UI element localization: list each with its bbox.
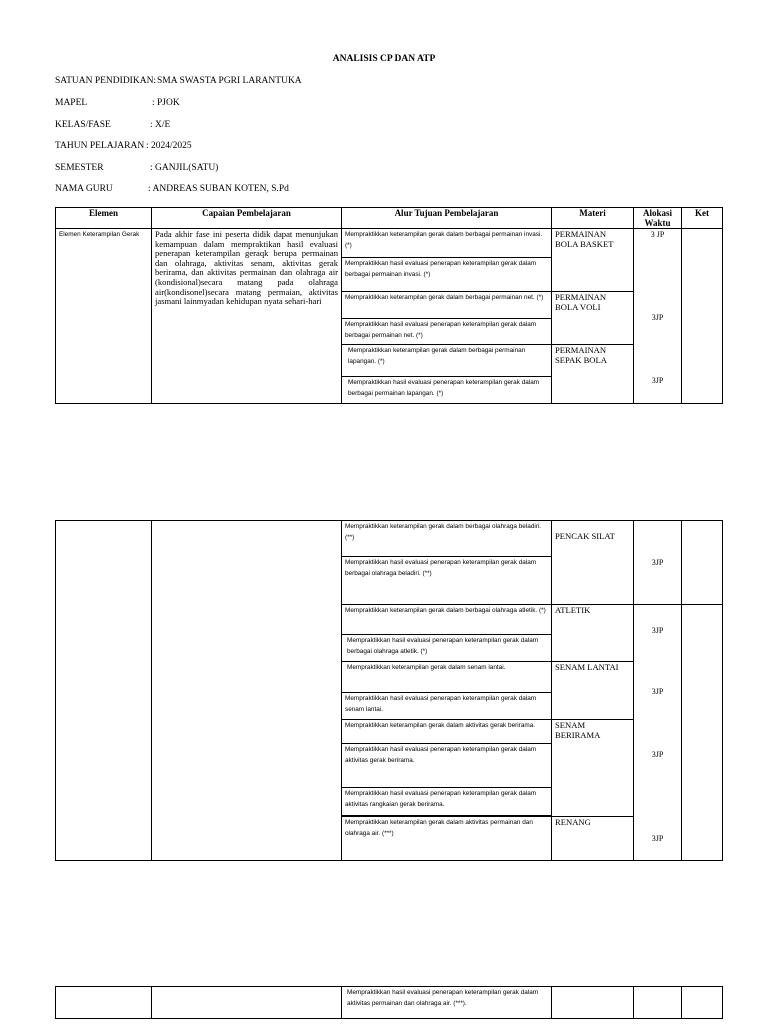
materi-cell: PENCAK SILAT: [552, 521, 634, 605]
materi-cell: SENAM LANTAI: [552, 662, 634, 720]
jp-value: 3JP: [651, 750, 664, 759]
atp-cell: Mempraktikkan hasil evaluasi penerapan keterampilan gerak dalam berbagai olahraga beladiri. (**): [342, 557, 552, 605]
materi-cell: PERMAINAN SEPAK BOLA: [552, 345, 634, 404]
info-value: SMA SWASTA PGRI LARANTUKA: [157, 76, 302, 86]
info-label: SEMESTER: [55, 163, 104, 173]
alokasi-cell: [634, 229, 682, 404]
header-alokasi: Alokasi Waktu: [634, 208, 682, 229]
jp-value: 3 JP: [650, 230, 665, 239]
document-title: ANALISIS CP DAN ATP: [332, 54, 436, 64]
elemen-cell-empty: [56, 521, 152, 861]
alokasi-cell: [634, 605, 682, 861]
capaian-cell-empty: [152, 521, 342, 861]
jp-value: 3JP: [651, 313, 664, 322]
atp-cell: Mempraktikkan hasil evaluasi penerapan keterampilan gerak dalam senam lantai.: [342, 693, 552, 720]
atp-cell: Mempraktikkan keterampilan gerak dalam berbagai permainan lapangan. (*): [342, 345, 552, 377]
atp-cell: Mempraktikkan hasil evaluasi penerapan keterampilan gerak dalam aktivitas permainan dan olahraga air. (***).: [342, 987, 552, 1019]
atp-cell: Mempraktikkan hasil evaluasi penerapan keterampilan gerak dalam berbagai permainan invasi. (*): [342, 258, 552, 292]
atp-cell: Mempraktikkan keterampilan gerak dalam berbagai permainan invasi. (*): [342, 229, 552, 258]
atp-cell: Mempraktikkan hasil evaluasi penerapan keterampilan gerak dalam aktivitas rangkaian gerak berirama.: [342, 788, 552, 816]
cp-atp-table-part2: [55, 520, 723, 861]
header-materi: Materi: [552, 208, 634, 229]
info-value: : PJOK: [152, 98, 180, 108]
atp-cell: Mempraktikkan keterampilan gerak dalam berbagai permainan net. (*): [342, 292, 552, 319]
materi-cell-empty: [552, 987, 634, 1019]
ket-cell: [682, 605, 723, 861]
materi-cell: RENANG: [552, 817, 634, 861]
info-value: : X/E: [150, 120, 171, 130]
capaian-cell: Pada akhir fase ini peserta didik dapat menunjukan kemampuan dalam mempraktikan hasil evaluasi penerapan keterampilan geraqk berupa permainan dan olahraga, aktivitas senam, aktivitas gerak berirama, dan aktivitas permainan dan olahraga air (kondisional)secara matang pada olahraga air(kondisonel)secara matang permaian, aktivitas jasmani lainmyadan kehidupan nyata sehari-hari: [152, 229, 342, 404]
atp-cell: Mempraktikkan hasil evaluasi penerapan keterampilan gerak dalam berbagai olahraga atletik. (*): [342, 635, 552, 662]
jp-value: 3JP: [651, 376, 664, 385]
header-ket: Ket: [682, 208, 723, 229]
info-label: KELAS/FASE: [55, 120, 111, 130]
info-block: [55, 76, 655, 196]
header-capaian: Capaian Pembelajaran: [152, 208, 342, 229]
ket-cell-empty: [682, 987, 723, 1019]
info-label: MAPEL: [55, 98, 88, 108]
alokasi-cell-empty: [634, 987, 682, 1019]
ket-cell: [682, 521, 723, 605]
atp-cell: Mempraktikkan hasil evaluasi penerapan keterampilan gerak dalam berbagai permainan net. (*): [342, 319, 552, 345]
materi-cell: PERMAINAN BOLA BASKET: [552, 229, 634, 292]
elemen-cell-empty: [56, 987, 152, 1019]
info-label: NAMA GURU: [55, 184, 113, 194]
info-value: : GANJIL(SATU): [150, 163, 219, 173]
atp-cell: Mempraktikkan keterampilan gerak dalam aktivitas gerak berirama.: [342, 720, 552, 744]
alokasi-cell: [634, 521, 682, 605]
atp-cell: Mempraktikkan keterampilan gerak dalam senam lantai.: [342, 662, 552, 693]
materi-cell: ATLETIK: [552, 605, 634, 662]
jp-value: 3JP: [651, 558, 664, 567]
info-value: : 2024/2025: [146, 141, 192, 151]
atp-cell: Mempraktikkan keterampilan gerak dalam berbagai olahraga beladiri. (**): [342, 521, 552, 557]
atp-cell: Mempraktikkan hasil evaluasi penerapan keterampilan gerak dalam aktivitas gerak berirama.: [342, 744, 552, 788]
info-value: : ANDREAS SUBAN KOTEN, S.Pd: [148, 184, 289, 194]
materi-cell: SENAM BERIRAMA: [552, 720, 634, 817]
jp-value: 3JP: [651, 626, 664, 635]
header-elemen: Elemen: [56, 208, 152, 229]
cp-atp-table-part3: [55, 986, 723, 1019]
jp-value: 3JP: [651, 834, 664, 843]
atp-cell: Mempraktikkan keterampilan gerak dalam aktivitas permainan dan olahraga air. (***): [342, 817, 552, 861]
ket-cell: [682, 229, 723, 404]
info-label: SATUAN PENDIDIKAN:: [55, 76, 157, 86]
elemen-cell: Elemen Keterampilan Gerak: [56, 229, 152, 404]
atp-cell: Mempraktikkan keterampilan gerak dalam berbagai olahraga atletik. (*): [342, 605, 552, 635]
capaian-cell-empty: [152, 987, 342, 1019]
header-atp: Alur Tujuan Pembelajaran: [342, 208, 552, 229]
jp-value: 3JP: [651, 687, 664, 696]
info-label: TAHUN PELAJARAN: [55, 141, 145, 151]
materi-cell: PERMAINAN BOLA VOLI: [552, 292, 634, 345]
cp-atp-table-part1: [55, 207, 723, 404]
atp-cell: Mempraktikkan hasil evaluasi penerapan keterampilan gerak dalam berbagai permainan lapangan. (*): [342, 377, 552, 404]
